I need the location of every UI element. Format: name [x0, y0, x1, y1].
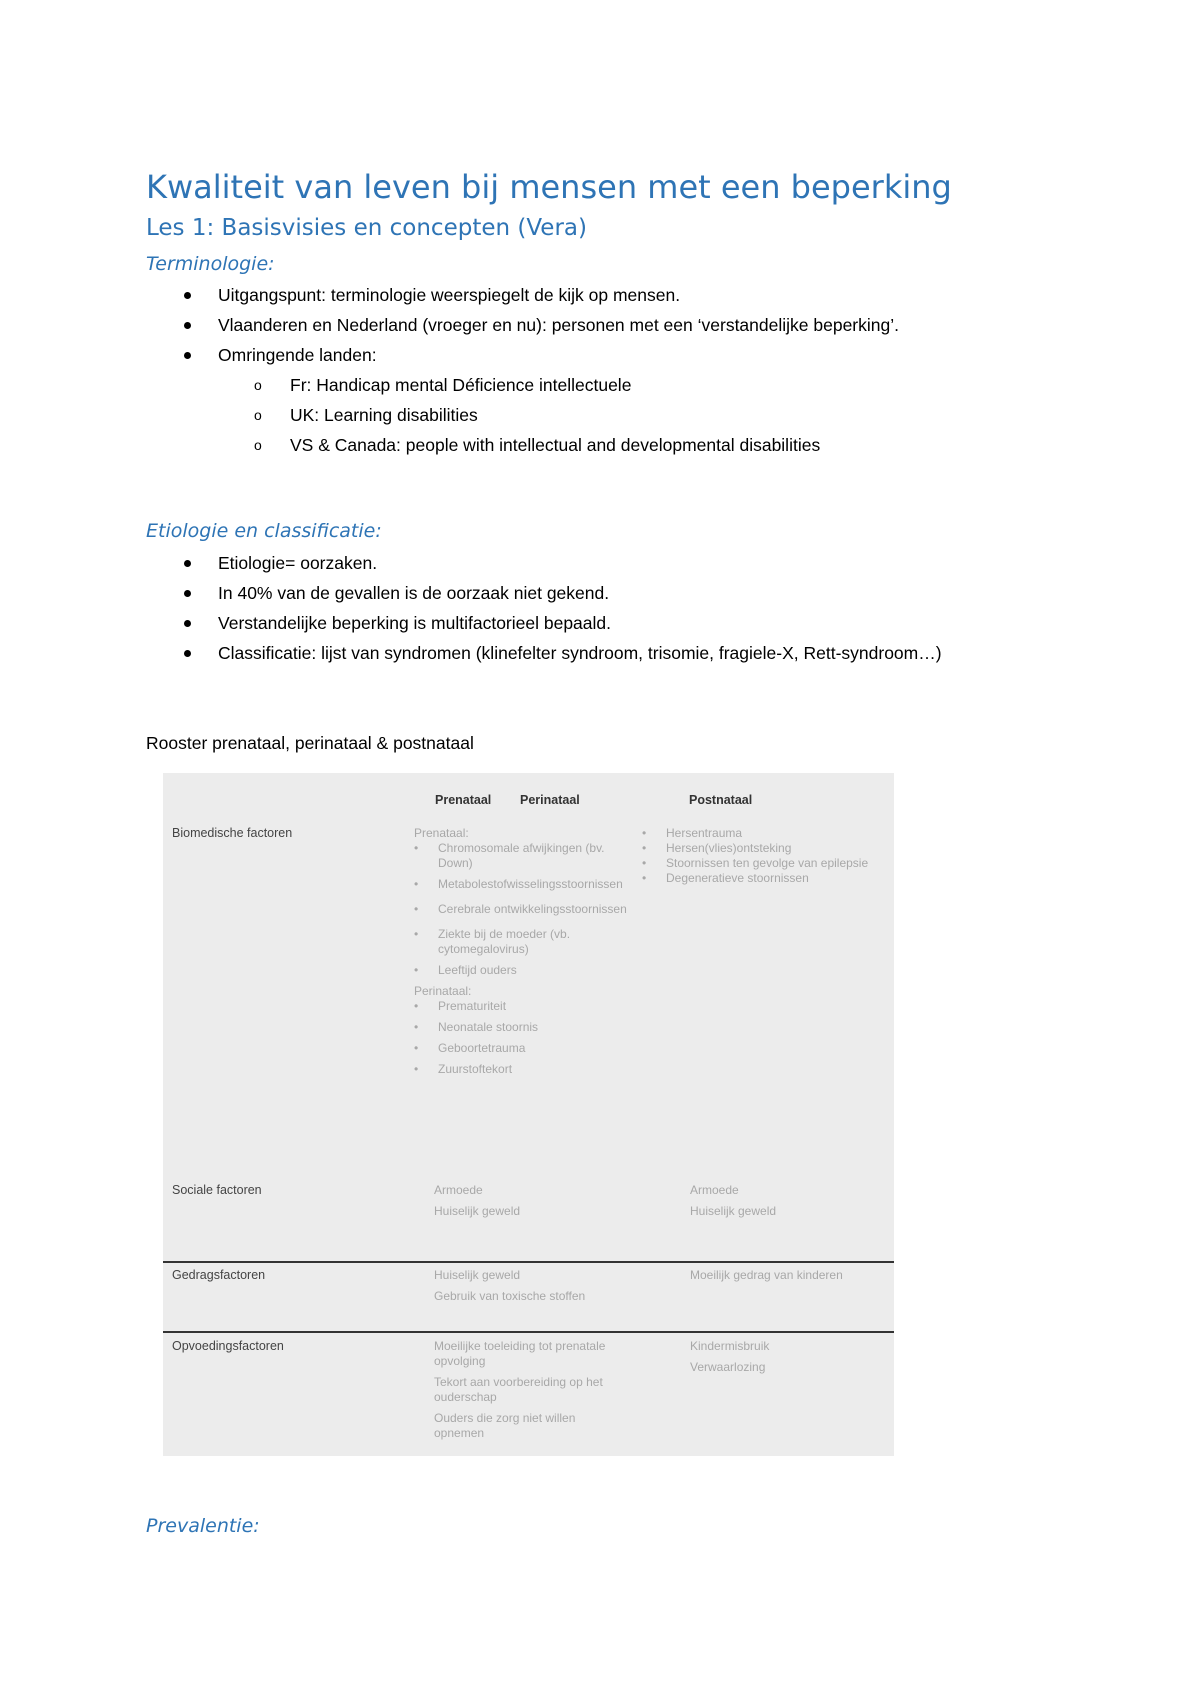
list-item: Verstandelijke beperking is multifactorieel bepaald.: [182, 608, 942, 638]
list-item: Huiselijk geweld: [434, 1268, 521, 1282]
list-item: • Degeneratieve stoornissen: [642, 871, 868, 886]
list-item: Moeilijk gedrag van kinderen: [690, 1268, 843, 1282]
row-divider: [163, 1331, 894, 1333]
list-item: • Hersentrauma: [642, 826, 868, 841]
list-item: • Chromosomale afwijkingen (bv. Down): [414, 841, 628, 871]
list-item: • Prematuriteit: [414, 999, 604, 1014]
biomedisch-pre-peri-cell: [414, 826, 627, 1083]
list-item: • Zuurstoftekort: [414, 1062, 604, 1077]
list-item: • Hersen(vlies)ontsteking: [642, 841, 868, 856]
list-item: Kindermisbruik: [690, 1339, 770, 1353]
grid-header-prenataal: Prenataal: [435, 793, 492, 807]
bullet-icon: [184, 590, 191, 597]
list-item: Vlaanderen en Nederland (vroeger en nu): personen met een ‘verstandelijke beperking’.: [182, 310, 899, 340]
bullet-icon: [184, 292, 191, 299]
bullet-icon: [184, 620, 191, 627]
list-item: • Ziekte bij de moeder (vb. cytomegalovirus): [414, 927, 588, 957]
list-item: Huiselijk geweld: [690, 1204, 777, 1218]
rooster-label: Rooster prenataal, perinataal & postnataal: [146, 733, 474, 753]
list-item: Classificatie: lijst van syndromen (klinefelter syndroom, trisomie, fragiele-X, Rett-syndroom…): [182, 638, 942, 668]
list-item: Tekort aan voorbereiding op het ouderschap: [434, 1375, 603, 1404]
biomedisch-post-cell: [642, 826, 868, 886]
list-item: Moeilijke toeleiding tot prenatale opvolging: [434, 1339, 606, 1368]
list-item: Armoede: [690, 1183, 739, 1197]
cell-subheading: Prenataal:: [414, 826, 469, 840]
sublist-item: o Fr: Handicap mental Déficience intellectuele: [254, 375, 632, 395]
page-title: Kwaliteit van leven bij mensen met een beperking: [146, 168, 952, 206]
opvoeding-pre-cell: [434, 1339, 624, 1441]
countries-sublist: [254, 370, 899, 460]
list-item: Verwaarlozing: [690, 1360, 766, 1374]
sublist-item: o VS & Canada: people with intellectual and developmental disabilities: [254, 435, 821, 455]
list-item: • Neonatale stoornis: [414, 1020, 604, 1035]
row-divider: [163, 1261, 894, 1263]
row-label-gedrag: Gedragsfactoren: [172, 1268, 266, 1282]
section-heading-prevalentie: Prevalentie:: [146, 1515, 260, 1537]
lesson-heading: Les 1: Basisvisies en concepten (Vera): [146, 215, 587, 241]
factor-grid-image: [163, 773, 894, 1456]
list-item: In 40% van de gevallen is de oorzaak niet gekend.: [182, 578, 942, 608]
cell-subheading: Perinataal:: [414, 984, 472, 998]
bullet-icon: [184, 352, 191, 359]
list-item: Ouders die zorg niet willen opnemen: [434, 1411, 576, 1440]
sociaal-post-cell: [690, 1183, 776, 1219]
bullet-icon: [184, 560, 191, 567]
etiologie-list: [182, 548, 942, 668]
list-item: Omringende landen: o Fr: Handicap mental Déficience intellectuele o UK: Learning disabilities o VS & Canada: people with intellectual and developmental disabilities: [182, 340, 899, 460]
bullet-icon: [184, 650, 191, 657]
list-item: Uitgangspunt: terminologie weerspiegelt de kijk op mensen.: [182, 280, 899, 310]
list-item: • Metabolestofwisselingsstoornissen: [414, 877, 604, 892]
section-heading-terminologie: Terminologie:: [146, 253, 275, 275]
list-item: Huiselijk geweld: [434, 1204, 521, 1218]
row-label-sociaal: Sociale factoren: [172, 1183, 262, 1197]
sociaal-pre-cell: [434, 1183, 520, 1219]
gedrag-post-cell: [690, 1268, 843, 1283]
bullet-icon: [184, 322, 191, 329]
grid-header-perinataal: Perinataal: [520, 793, 580, 807]
sublist-item: o UK: Learning disabilities: [254, 405, 478, 425]
list-item: • Stoornissen ten gevolge van epilepsie: [642, 856, 868, 871]
row-label-opvoeding: Opvoedingsfactoren: [172, 1339, 284, 1353]
list-item: Gebruik van toxische stoffen: [434, 1289, 586, 1303]
grid-header-postnataal: Postnataal: [689, 793, 753, 807]
list-item: • Cerebrale ontwikkelingsstoornissen: [414, 902, 604, 917]
gedrag-pre-cell: [434, 1268, 585, 1304]
list-item: • Leeftijd ouders: [414, 963, 604, 978]
list-item: • Geboortetrauma: [414, 1041, 604, 1056]
row-label-biomedisch: Biomedische factoren: [172, 826, 293, 840]
list-item: Armoede: [434, 1183, 483, 1197]
terminologie-list: [182, 280, 899, 460]
section-heading-etiologie: Etiologie en classificatie:: [146, 520, 382, 542]
list-item: Etiologie= oorzaken.: [182, 548, 942, 578]
opvoeding-post-cell: [690, 1339, 769, 1375]
